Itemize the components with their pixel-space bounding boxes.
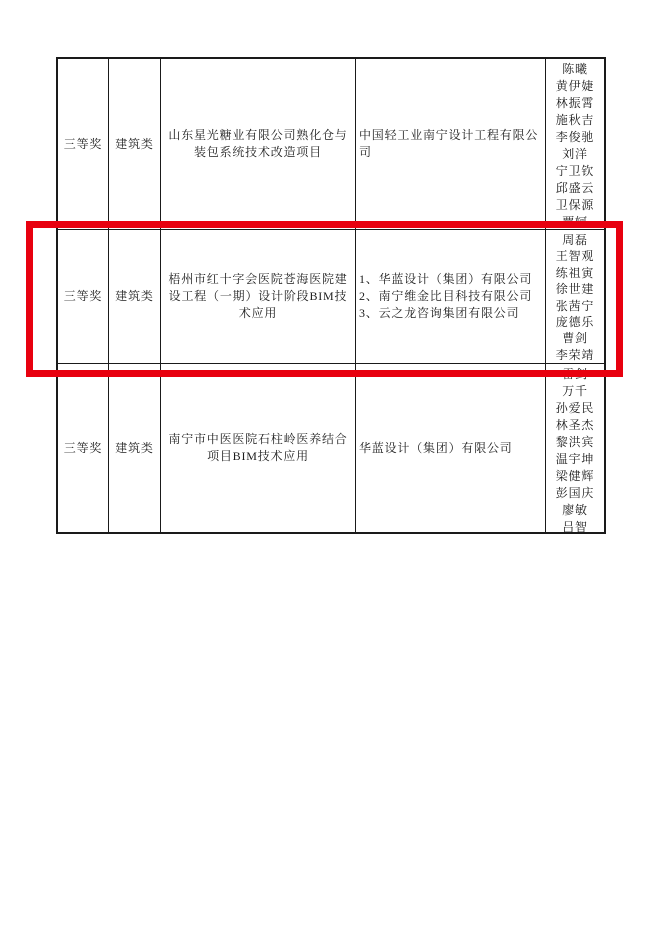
member-name: 温宇坤: [555, 452, 595, 466]
company-name: 华蓝设计（集团）有限公司: [359, 440, 513, 455]
member-name: 林振霄: [555, 96, 595, 110]
companies-cell: [356, 364, 546, 532]
member-name: 曹剑: [562, 331, 588, 346]
company-name: 3、云之龙咨询集团有限公司: [359, 306, 520, 320]
member-name: 邱盛云: [555, 181, 595, 195]
member-name: 孙爱民: [555, 401, 595, 415]
member-name: 刘洋: [562, 147, 588, 161]
members-cell: [546, 59, 604, 230]
member-name: 林圣杰: [555, 418, 595, 432]
companies-cell: [356, 230, 546, 364]
companies-cell: [356, 59, 546, 230]
member-name: 彭国庆: [555, 486, 595, 500]
project-cell: 山东星光糖业有限公司熟化仓与装包系统技术改造项目: [161, 59, 356, 230]
category-cell: 建筑类: [109, 364, 161, 532]
category-cell: 建筑类: [109, 59, 161, 230]
member-name: 覃轲: [562, 215, 588, 229]
project-cell: 南宁市中医医院石柱岭医养结合项目BIM技术应用: [161, 364, 356, 532]
company-name: 1、华蓝设计（集团）有限公司: [359, 272, 533, 286]
award-cell: 三等奖: [58, 364, 109, 532]
award-cell: 三等奖: [58, 59, 109, 230]
member-name: 施秋吉: [555, 113, 595, 127]
member-name: 陈曦: [562, 62, 588, 76]
company-name: 中国轻工业南宁设计工程有限公司: [359, 128, 539, 159]
member-name: 徐世建: [555, 282, 595, 297]
member-name: 练祖寅: [555, 265, 595, 280]
member-name: 周磊: [562, 233, 588, 247]
award-table: [56, 57, 606, 534]
member-name: 李荣靖: [555, 347, 595, 362]
member-name: 庞德乐: [555, 315, 595, 330]
member-name: 黄伊婕: [555, 79, 595, 93]
member-name: 黎洪宾: [555, 435, 595, 449]
members-cell: [546, 364, 604, 532]
members-cell: [546, 230, 604, 364]
award-cell: 三等奖: [58, 230, 109, 364]
member-name: 梁健辉: [555, 469, 595, 483]
member-name: 万千: [562, 384, 588, 398]
member-name: 卫保源: [555, 198, 595, 212]
project-cell: 梧州市红十字会医院苍海医院建设工程（一期）设计阶段BIM技术应用: [161, 230, 356, 364]
member-name: 张茜宁: [555, 298, 595, 313]
category-cell: 建筑类: [109, 230, 161, 364]
member-name: 李俊驰: [555, 130, 595, 144]
company-name: 2、南宁维金比目科技有限公司: [359, 289, 533, 303]
member-name: 廖敏: [562, 503, 588, 517]
member-name: 宁卫钦: [555, 164, 595, 178]
member-name: 王智观: [555, 249, 595, 264]
member-name: 雷剑: [562, 367, 588, 381]
member-name: 吕智: [562, 520, 588, 532]
